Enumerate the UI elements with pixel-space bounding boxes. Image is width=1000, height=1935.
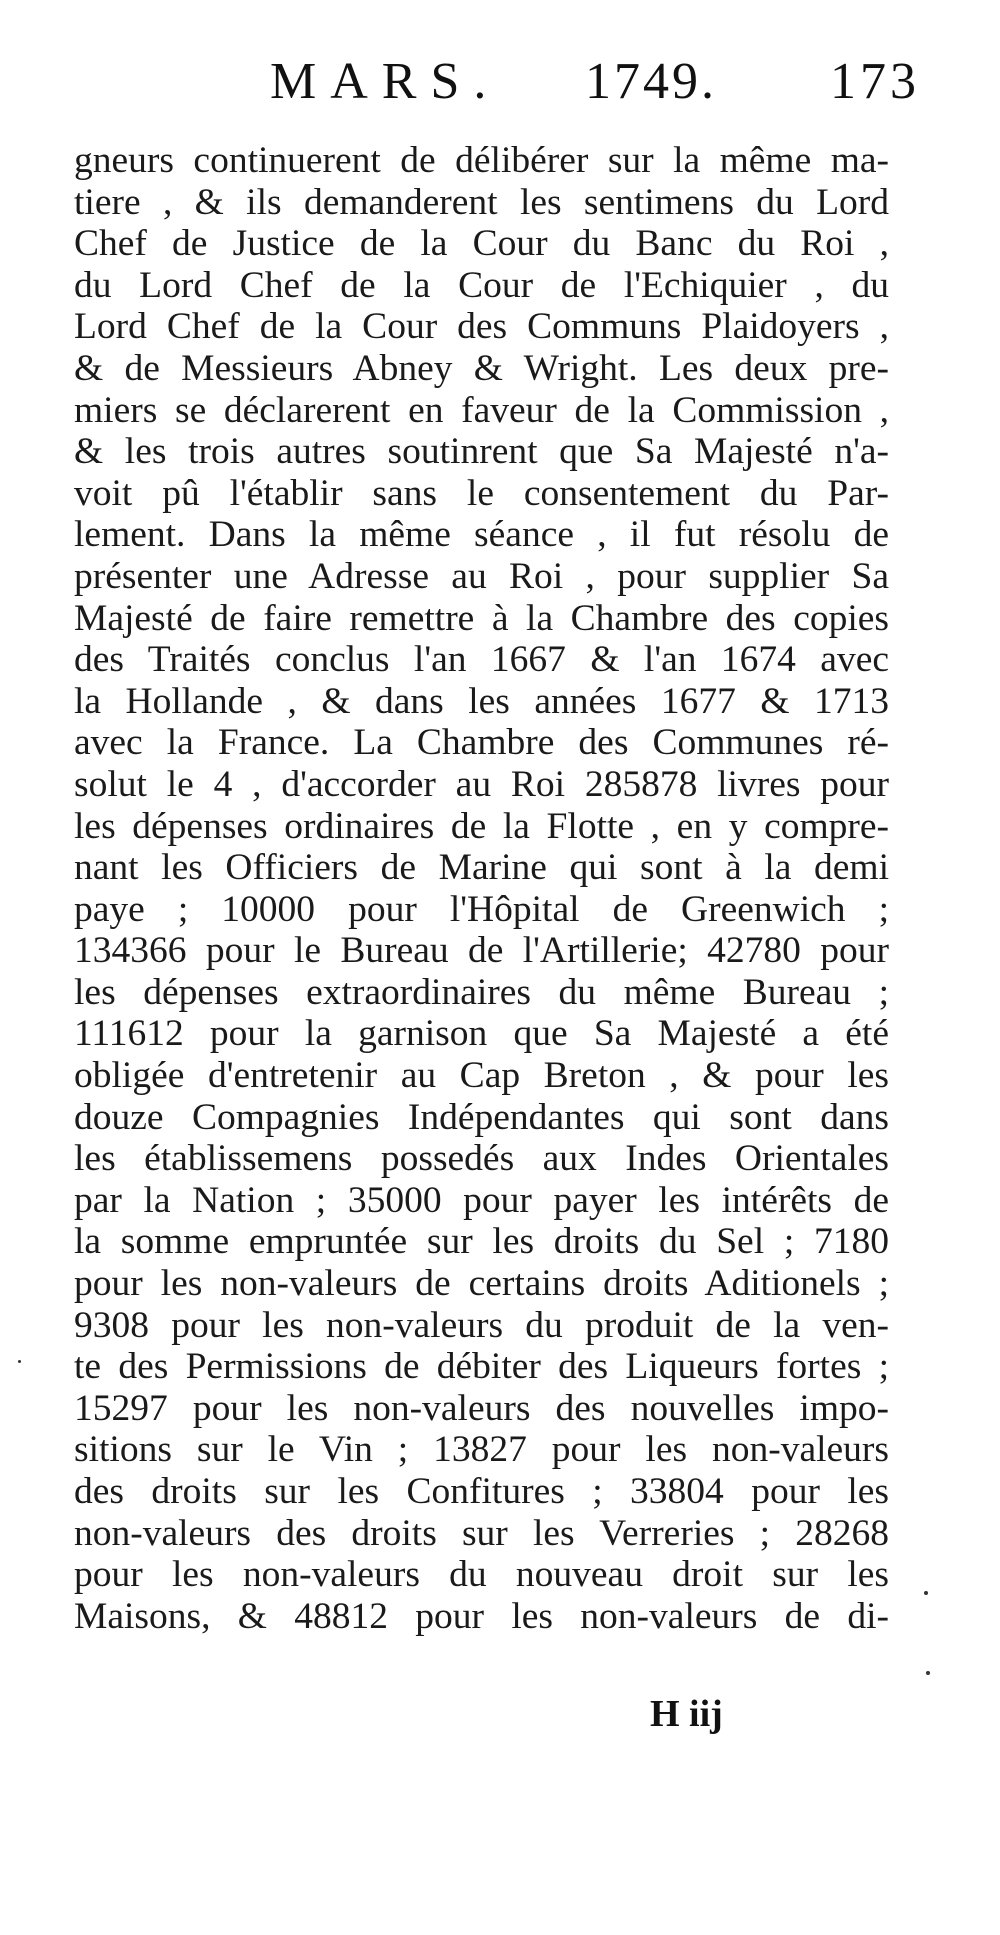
signature-mark: H iij [650, 1693, 723, 1735]
page-number: 173 [830, 53, 920, 110]
text-line: Chef de Justice de la Cour du Banc du Roi , [74, 223, 889, 265]
header-month: MARS. [270, 53, 501, 110]
text-line: la somme empruntée sur les droits du Sel ; 7180 [74, 1221, 889, 1263]
text-line: voit pû l'établir sans le consentement du Par- [74, 472, 889, 514]
running-header [270, 52, 930, 122]
text-line: nant les Officiers de Marine qui sont à la demi [74, 847, 889, 889]
text-line: Majesté de faire remettre à la Chambre des copies [74, 597, 889, 639]
text-line: Maisons, & 48812 pour les non-valeurs de di- [74, 1595, 889, 1637]
text-line: non-valeurs des droits sur les Verreries ; 28268 [74, 1512, 889, 1554]
text-line: 134366 pour le Bureau de l'Artillerie; 42780 pour [74, 930, 889, 972]
text-line: douze Compagnies Indépendantes qui sont dans [74, 1096, 889, 1138]
ink-speck [926, 1671, 930, 1675]
text-line: obligée d'entretenir au Cap Breton , & pour les [74, 1055, 889, 1097]
text-line: Lord Chef de la Cour des Communs Plaidoyers , [74, 306, 889, 348]
text-line: la Hollande , & dans les années 1677 & 1713 [74, 680, 889, 722]
text-line: tiere , & ils demanderent les sentimens du Lord [74, 181, 889, 223]
text-line: du Lord Chef de la Cour de l'Echiquier , du [74, 264, 889, 306]
text-line: des Traités conclus l'an 1667 & l'an 1674 avec [74, 639, 889, 681]
text-line: 111612 pour la garnison que Sa Majesté a été [74, 1013, 889, 1055]
text-line: solut le 4 , d'accorder au Roi 285878 livres pour [74, 763, 889, 805]
text-line: avec la France. La Chambre des Communes ré- [74, 722, 889, 764]
text-line: & de Messieurs Abney & Wright. Les deux pre- [74, 347, 889, 389]
text-line: les dépenses extraordinaires du même Bureau ; [74, 971, 889, 1013]
text-line: les dépenses ordinaires de la Flotte , en y compre- [74, 805, 889, 847]
text-line: & les trois autres soutinrent que Sa Majesté n'a- [74, 431, 889, 473]
ink-speck [18, 1360, 21, 1363]
text-line: 9308 pour les non-valeurs du produit de la ven- [74, 1304, 889, 1346]
text-line: lement. Dans la même séance , il fut résolu de [74, 514, 889, 556]
text-line: gneurs continuerent de délibérer sur la même ma- [74, 140, 889, 181]
text-line: pour les non-valeurs du nouveau droit sur les [74, 1554, 889, 1596]
text-line: miers se déclarerent en faveur de la Commission , [74, 389, 889, 431]
text-line: des droits sur les Confitures ; 33804 pour les [74, 1471, 889, 1512]
text-line: sitions sur le Vin ; 13827 pour les non-valeurs [74, 1429, 889, 1471]
ink-speck [924, 1591, 928, 1595]
text-line: paye ; 10000 pour l'Hôpital de Greenwich ; [74, 888, 889, 930]
header-year: 1749. [585, 53, 717, 110]
body-text [74, 140, 889, 1637]
text-line: te des Permissions de débiter des Liqueurs fortes ; [74, 1346, 889, 1388]
text-line: 15297 pour les non-valeurs des nouvelles impo- [74, 1387, 889, 1429]
text-line: les établissemens possedés aux Indes Orientales [74, 1138, 889, 1180]
text-line: présenter une Adresse au Roi , pour supplier Sa [74, 555, 889, 597]
text-line: par la Nation ; 35000 pour payer les intérêts de [74, 1179, 889, 1221]
text-line: pour les non-valeurs de certains droits Aditionels ; [74, 1263, 889, 1305]
